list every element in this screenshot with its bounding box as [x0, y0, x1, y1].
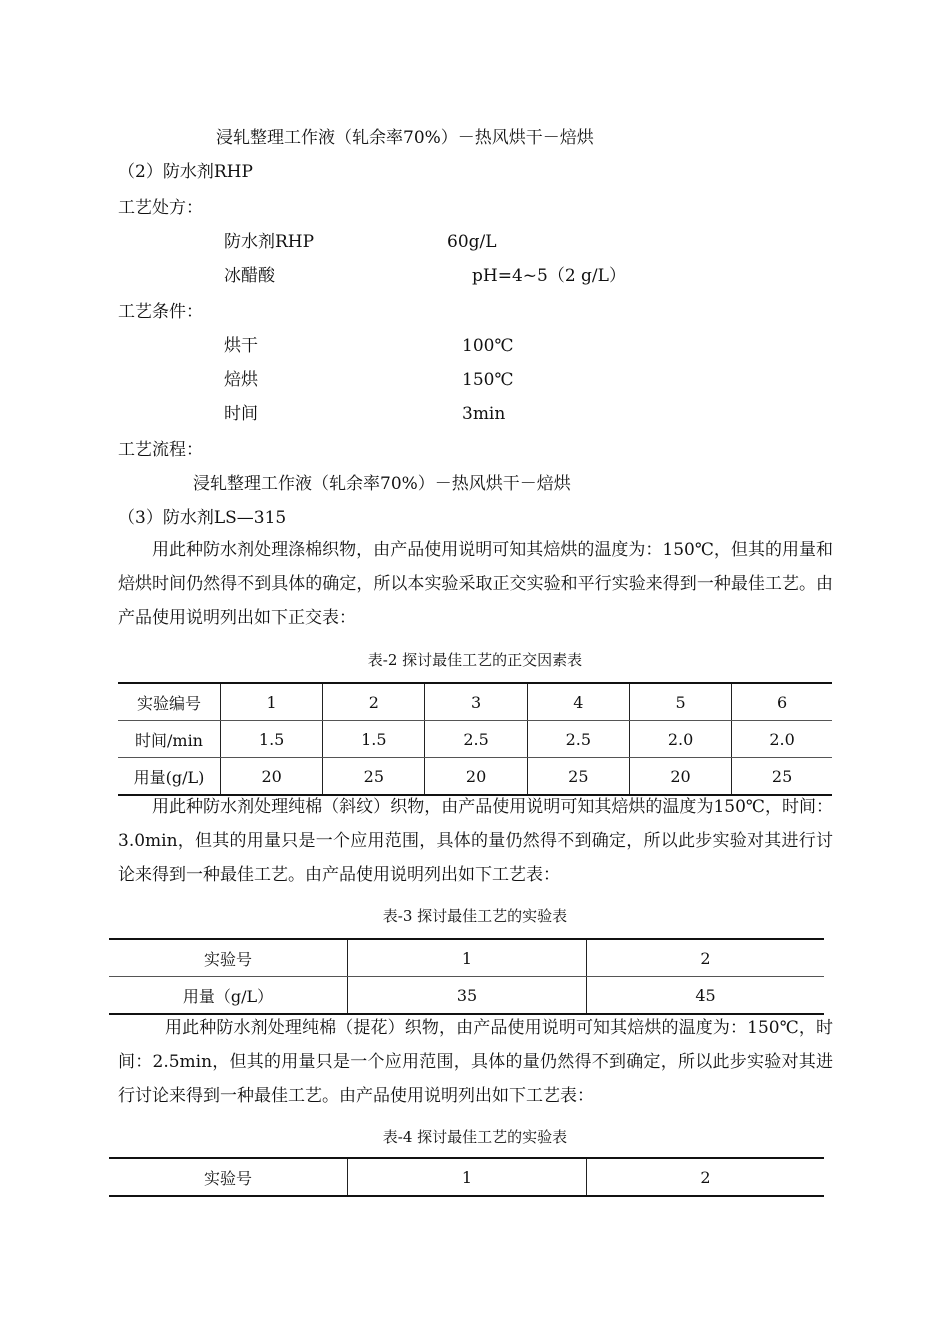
- table-cell: 3: [425, 683, 527, 721]
- section-title-rhp: （2）防水剂RHP: [118, 162, 253, 182]
- experiment-table-3: [109, 938, 824, 1015]
- table-cell: 35: [348, 977, 587, 1015]
- table-row: [118, 683, 832, 721]
- table-cell: 25: [732, 758, 832, 796]
- table-cell: 2: [323, 683, 425, 721]
- table-cell: 2.5: [425, 721, 527, 758]
- table-cell: 1.5: [323, 721, 425, 758]
- table-row: [109, 939, 824, 977]
- condition-value: 100℃: [462, 336, 514, 356]
- condition-name: 焙烘: [224, 370, 258, 390]
- process-flow-line: 浸轧整理工作液（轧余率70%）－热风烘干－焙烘: [216, 128, 594, 148]
- condition-name: 时间: [224, 404, 258, 424]
- table-cell: 20: [629, 758, 731, 796]
- table-cell: 2: [587, 1158, 825, 1196]
- table-cell: 4: [527, 683, 629, 721]
- section-title-ls315: （3）防水剂LS—315: [118, 508, 287, 528]
- recipe-heading: 工艺处方：: [118, 198, 203, 218]
- table-cell: 2.5: [527, 721, 629, 758]
- paragraph: 用此种防水剂处理涤棉织物，由产品使用说明可知其焙烘的温度为：150℃，但其的用量和焙烘时间仍然得不到具体的确定，所以本实验采取正交实验和平行实验来得到一种最佳工艺。由产品使用说明列出如下正交表：: [118, 540, 833, 628]
- paragraph: 用此种防水剂处理纯棉（斜纹）织物，由产品使用说明可知其焙烘的温度为150℃，时间：3.0min，但其的用量只是一个应用范围，具体的量仍然得不到确定，所以此步实验对其进行讨论来得到一种最佳工艺。由产品使用说明列出如下工艺表：: [118, 797, 833, 885]
- table-cell: 25: [527, 758, 629, 796]
- recipe-name: 冰醋酸: [224, 266, 275, 286]
- table-row: [109, 1158, 824, 1196]
- table-cell: 25: [323, 758, 425, 796]
- condition-name: 烘干: [224, 336, 258, 356]
- table-cell: 时间/min: [118, 721, 221, 758]
- table-caption: 表-2 探讨最佳工艺的正交因素表: [367, 651, 583, 669]
- table-cell: 6: [732, 683, 832, 721]
- table-cell: 45: [587, 977, 825, 1015]
- table-caption: 表-3 探讨最佳工艺的实验表: [382, 907, 568, 925]
- table-cell: 1: [221, 683, 323, 721]
- table-row: [109, 977, 824, 1015]
- table-cell: 20: [425, 758, 527, 796]
- flow-heading: 工艺流程：: [118, 440, 203, 460]
- table-cell: 2: [587, 939, 825, 977]
- table-cell: 1.5: [221, 721, 323, 758]
- paragraph: 用此种防水剂处理纯棉（提花）织物，由产品使用说明可知其焙烘的温度为：150℃，时间：2.5min，但其的用量只是一个应用范围，具体的量仍然得不到确定，所以此步实验对其进行讨论来得到一种最佳工艺。由产品使用说明列出如下工艺表：: [118, 1018, 833, 1106]
- condition-value: 3min: [462, 404, 506, 424]
- process-flow-line: 浸轧整理工作液（轧余率70%）－热风烘干－焙烘: [193, 474, 571, 494]
- table-cell: 用量（g/L）: [109, 977, 348, 1015]
- table-cell: 实验号: [109, 939, 348, 977]
- conditions-heading: 工艺条件：: [118, 302, 203, 322]
- recipe-value: pH=4~5（2 g/L）: [472, 266, 626, 286]
- table-cell: 5: [629, 683, 731, 721]
- table-cell: 1: [348, 1158, 587, 1196]
- table-cell: 1: [348, 939, 587, 977]
- table-cell: 2.0: [629, 721, 731, 758]
- orthogonal-table: [118, 682, 832, 796]
- condition-value: 150℃: [462, 370, 514, 390]
- experiment-table-4: [109, 1157, 824, 1197]
- table-row: [118, 721, 832, 758]
- recipe-value: 60g/L: [447, 232, 497, 252]
- table-caption: 表-4 探讨最佳工艺的实验表: [382, 1128, 568, 1146]
- table-cell: 实验号: [109, 1158, 348, 1196]
- table-cell: 20: [221, 758, 323, 796]
- table-cell: 实验编号: [118, 683, 221, 721]
- table-cell: 2.0: [732, 721, 832, 758]
- recipe-name: 防水剂RHP: [224, 232, 315, 252]
- table-cell: 用量(g/L): [118, 758, 221, 796]
